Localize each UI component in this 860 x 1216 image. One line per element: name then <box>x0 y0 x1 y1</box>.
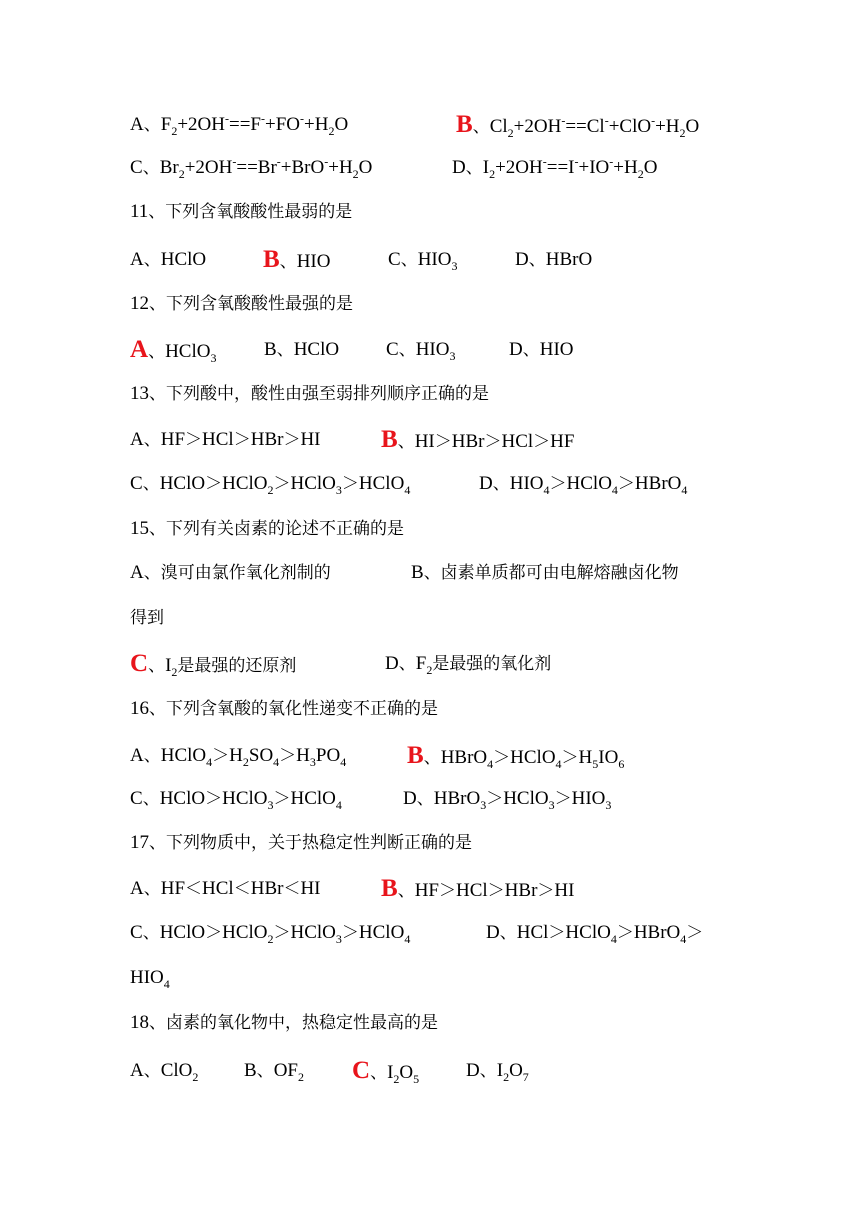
answer-option: C、$I_2$是最强的还原剂 <box>130 650 297 679</box>
answer-option: A、HF＞HCl＞HBr＞HI <box>130 429 321 450</box>
correct-answer-letter: A <box>130 336 149 363</box>
answer-option: D、HBrO <box>515 249 593 270</box>
answer-option: D、HIO <box>509 339 574 360</box>
answer-option: A、$F_2+2OH^-==F^-+FO^-+H_2O$ <box>130 111 349 138</box>
answer-option: C、HClO＞HClO$_2$＞HClO$_3$＞HClO$_4$ <box>130 473 411 497</box>
answer-option: C、$HIO_3$ <box>386 339 456 363</box>
answer-option: A、溴可由氯作氧化剂制的 <box>130 562 331 583</box>
question-stem: 11、下列含氧酸酸性最弱的是 <box>130 201 353 222</box>
question-stem: 17、下列物质中，关于热稳定性判断正确的是 <box>130 832 472 853</box>
correct-answer-letter: B <box>407 742 424 769</box>
answer-option: D、$I_2+2OH^-==I^-+IO^-+H_2O$ <box>452 154 658 181</box>
correct-answer-letter: B <box>381 426 398 453</box>
answer-option: C、$HIO_3$ <box>388 249 458 273</box>
answer-option: B、HClO <box>264 339 340 360</box>
correct-answer-letter: B <box>456 111 473 138</box>
correct-answer-letter: C <box>352 1057 371 1084</box>
answer-option: B、$HBrO_4>HClO_4>H_5IO_6$ <box>407 742 625 771</box>
answer-option: B、HF＞HCl＞HBr＞HI <box>381 875 575 902</box>
correct-answer-letter: C <box>130 650 149 677</box>
question-stem: 13、下列酸中，酸性由强至弱排列顺序正确的是 <box>130 383 489 404</box>
text-line: $HIO_4$ <box>130 967 170 991</box>
text-line: 得到 <box>130 608 164 628</box>
answer-option: B、HI＞HBr＞HCl＞HF <box>381 426 575 453</box>
answer-option: B、$OF_2$ <box>244 1060 304 1084</box>
answer-option: D、HCl＞HClO$_4$＞HBrO$_4$＞ <box>486 922 704 946</box>
answer-option: C、$Br_2+2OH^-==Br^-+BrO^-+H_2O$ <box>130 154 373 181</box>
answer-option: D、$HBrO_3>HClO_3>HIO_3$ <box>403 788 612 812</box>
answer-option: A、ClO$_2$ <box>130 1060 199 1084</box>
question-stem: 16、下列含氧酸的氧化性递变不正确的是 <box>130 698 438 719</box>
answer-option: A、HClO$_3$ <box>130 336 217 365</box>
answer-option: C、$I_2O_5$ <box>352 1057 420 1086</box>
answer-option: D、$F_2$是最强的氧化剂 <box>385 653 552 677</box>
answer-option: D、$HIO_4>HClO_4>HBrO_4$ <box>479 473 688 497</box>
answer-option: A、HClO <box>130 249 207 270</box>
answer-option: D、$I_2O_7$ <box>466 1060 529 1084</box>
correct-answer-letter: B <box>381 875 398 902</box>
correct-answer-letter: B <box>263 246 280 273</box>
answer-option: A、$HClO_4>H_2SO_4>H_3PO_4$ <box>130 745 347 769</box>
question-stem: 15、下列有关卤素的论述不正确的是 <box>130 518 404 539</box>
answer-option: B、卤素单质都可由电解熔融卤化物 <box>411 562 679 583</box>
answer-option: B、HIO <box>263 246 331 273</box>
answer-option: C、HClO＞HClO$_3$＞HClO$_4$ <box>130 788 342 812</box>
question-stem: 18、卤素的氧化物中，热稳定性最高的是 <box>130 1012 438 1033</box>
answer-option: B、$Cl_2+2OH^-==Cl^-+ClO^-+H_2O$ <box>456 111 700 140</box>
answer-option: C、HClO＞HClO$_2$＞HClO$_3$＞HClO$_4$ <box>130 922 411 946</box>
answer-option: A、HF＜HCl＜HBr＜HI <box>130 878 321 899</box>
question-stem: 12、下列含氧酸酸性最强的是 <box>130 293 353 314</box>
